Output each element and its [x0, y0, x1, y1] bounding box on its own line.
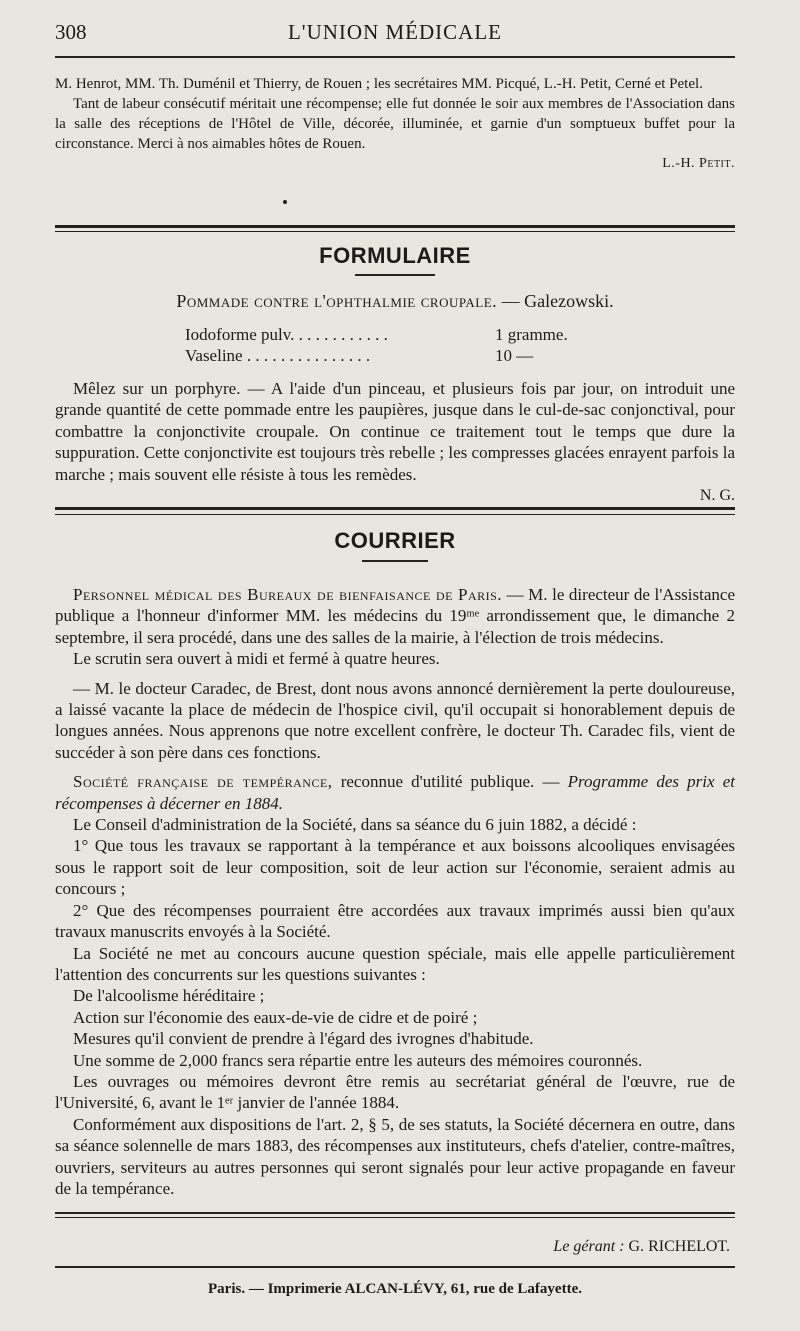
gerant-label: Le gérant : — [553, 1238, 625, 1255]
courrier-paragraph — [55, 771, 735, 814]
footer-rule-1 — [55, 1212, 735, 1214]
section-rule-bottom-1 — [55, 231, 735, 232]
intro-signature: L.-H. Petit. — [662, 156, 735, 171]
section-rule-bottom-2 — [55, 514, 735, 515]
ornament-dot — [283, 200, 287, 204]
courrier-title-underline — [362, 560, 428, 562]
footer-rule-3 — [55, 1266, 735, 1268]
intro-section — [55, 74, 735, 172]
formulaire-title: FORMULAIRE — [319, 243, 471, 268]
gerant-line — [553, 1238, 730, 1256]
courrier-paragraph: Le scrutin sera ouvert à midi et fermé à quatre heures. — [73, 649, 440, 669]
courrier-italic: Programme des prix et récompenses à décerner en 1884. — [55, 772, 735, 813]
courrier-paragraph: De l'alcoolisme héréditaire ; — [73, 986, 265, 1006]
courrier-body — [55, 584, 735, 1199]
gerant-name: G. RICHELOT. — [628, 1238, 730, 1255]
courrier-paragraph: Mesures qu'il convient de prendre à l'égard des ivrognes d'habitude. — [73, 1029, 534, 1049]
formulaire-instructions: Mêlez sur un porphyre. — A l'aide d'un pinceau, et plusieurs fois par jour, on introduit une grande quantité de cette pommade entre les paupières, jusque dans le cul-de-sac conjonctival, pour combattre la conjonctivite croupale. On continue ce traitement tout le temps que dure la suppuration. Cette conjonctivite est toujours très rebelle ; les compresses glacées enrayent parfois la marche ; mais souvent elle résiste à tous les remèdes. — [55, 379, 735, 484]
section-rule-top-2 — [55, 507, 735, 510]
formula-row — [185, 325, 605, 346]
ingredient-name: Vaseline . . . . . . . . . . . . . . . — [185, 346, 371, 365]
formula-name: Pommade contre l'ophthalmie croupale. — [176, 291, 498, 311]
header-rule — [55, 56, 735, 58]
journal-title: L'UNION MÉDICALE — [287, 20, 502, 44]
formula-table — [185, 325, 605, 367]
courrier-paragraph: — M. le docteur Caradec, de Brest, dont nous avons annoncé dernièrement la perte douloureuse, a laissé vacante la place de médecin de l'hospice civil, qu'il occupait si honorablement depuis de longues années. Nous apprenons que notre excellent confrère, le docteur Th. Caradec fils, vient de succéder à son père dans ces fonctions. — [55, 678, 735, 762]
printer-imprint: Paris. — Imprimerie ALCAN-LÉVY, 61, rue de Lafayette. — [208, 1281, 582, 1297]
courrier-paragraph: Conformément aux dispositions de l'art. 2, § 5, de ses statuts, la Société décernera en outre, dans sa séance solennelle de mars 1883, des récompenses aux instituteurs, chefs d'atelier, contre-maîtres, ouvriers, serviteurs au autres personnes qui seront signalés pour leur active propagande en faveur de la tempérance. — [55, 1114, 735, 1198]
courrier-paragraph: 2° Que des récompenses pourraient être accordées aux travaux imprimés aussi bien qu'aux travaux manuscrits envoyés à la Société. — [55, 900, 735, 942]
courrier-paragraph: 1° Que tous les travaux se rapportant à la tempérance et aux boissons alcooliques envisagées sous le rapport soit de leur composition, soit de leur action sur l'économie, seraient admis au concours ; — [55, 836, 735, 899]
formula-row — [185, 346, 605, 367]
page-header — [55, 20, 735, 50]
intro-paragraph-1: M. Henrot, MM. Th. Duménil et Thierry, de Rouen ; les secrétaires MM. Picqué, L.-H. Petit, Cerné et Petel. — [55, 76, 703, 92]
courrier-paragraph: Le Conseil d'administration de la Société, dans sa séance du 6 juin 1882, a décidé : — [73, 815, 637, 835]
courrier-title: COURRIER — [334, 528, 456, 553]
formulaire-signature: N. G. — [699, 487, 735, 505]
courrier-paragraph — [55, 584, 735, 648]
intro-paragraph-2: Tant de labeur consécutif méritait une récompense; elle fut donnée le soir aux membres de l'Association dans la salle des réceptions de l'Hôtel de Ville, décorée, illuminée, et garnie d'un somptueux buffet pour la circonstance. Merci à nos aimables hôtes de Rouen. — [55, 96, 735, 152]
courrier-heading: Société française de tempérance, — [73, 772, 333, 792]
courrier-paragraph: Les ouvrages ou mémoires devront être remis au secrétariat général de l'œuvre, rue de l'Université, 6, avant le 1ᵉʳ janvier de l'année 1884. — [55, 1071, 735, 1113]
ingredient-quantity: 10 — — [495, 346, 534, 365]
page-number: 308 — [55, 20, 87, 44]
courrier-text: reconnue d'utilité publique. — — [332, 772, 568, 792]
courrier-text: — M. le directeur de l'Assistance publique a l'honneur d'informer MM. les médecins du 19ᵐᵉ arrondissement que, le dimanche 2 septembre, il sera procédé, dans une des salles de la mairie, à l'élection de trois médecins. — [55, 585, 735, 647]
ingredient-quantity: 1 gramme. — [495, 325, 568, 344]
ingredient-name: Iodoforme pulv. . . . . . . . . . . . — [185, 325, 388, 344]
formulaire-title-underline — [355, 274, 435, 276]
formula-author: — Galezowski. — [501, 291, 614, 311]
section-rule-top-1 — [55, 225, 735, 228]
courrier-paragraph: Une somme de 2,000 francs sera répartie entre les auteurs des mémoires couronnés. — [73, 1050, 643, 1070]
courrier-paragraph: La Société ne met au concours aucune question spéciale, mais elle appelle particulièrement l'attention des concurrents sur les questions suivantes : — [55, 943, 735, 984]
formulaire-subtitle — [55, 291, 735, 312]
courrier-paragraph: Action sur l'économie des eaux-de-vie de cidre et de poiré ; — [73, 1007, 478, 1027]
footer-rule-2 — [55, 1217, 735, 1218]
courrier-heading: Personnel médical des Bureaux de bienfaisance de Paris. — [73, 585, 503, 604]
formulaire-body — [55, 378, 735, 505]
